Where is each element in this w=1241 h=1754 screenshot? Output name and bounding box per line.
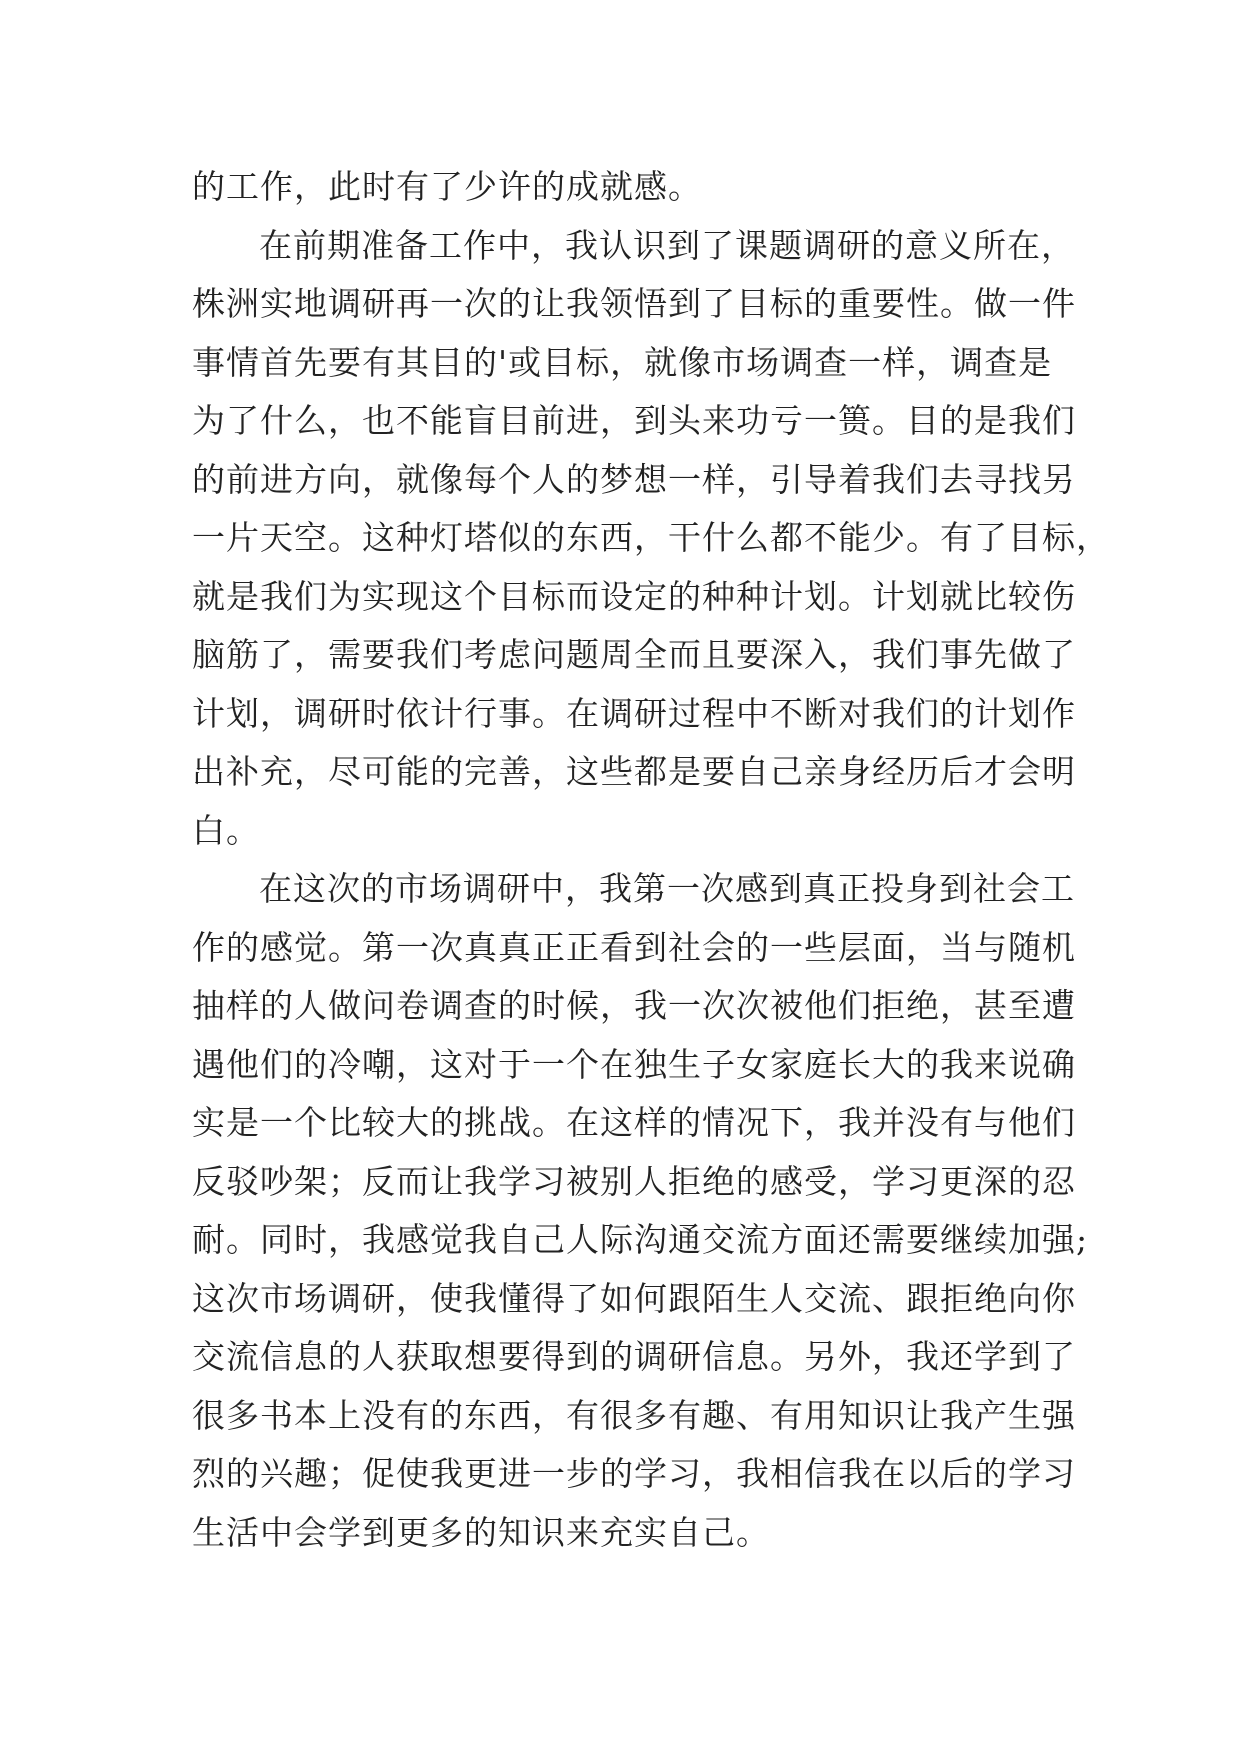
text-line: 脑筋了，需要我们考虑问题周全而且要深入，我们事先做了 (192, 635, 1076, 674)
text-line: 作的感觉。第一次真真正正看到社会的一些层面，当与随机 (192, 927, 1076, 967)
text-line: 交流信息的人获取想要得到的调研信息。另外，我还学到了 (192, 1337, 1076, 1376)
text-line: 一片天空。这种灯塔似的东西，干什么都不能少。有了目标， (192, 518, 1110, 557)
paragraph-1 (192, 158, 1082, 217)
text-line: 白。 (192, 810, 260, 850)
text-line: 在这次的市场调研中，我第一次感到真正投身到社会工 (259, 869, 1075, 908)
text-line: 就是我们为实现这个目标而设定的种种计划。计划就比较伤 (192, 576, 1076, 616)
text-line: 株洲实地调研再一次的让我领悟到了目标的重要性。做一件 (192, 284, 1076, 323)
text-line: 这次市场调研，使我懂得了如何跟陌生人交流、跟拒绝向你 (192, 1278, 1076, 1318)
text-line: 实是一个比较大的挑战。在这样的情况下，我并没有与他们 (192, 1103, 1076, 1142)
paragraph-3 (192, 860, 1089, 1562)
paragraph-2 (192, 217, 1110, 861)
document-body (192, 158, 1110, 1562)
text-line: 事情首先要有其目的'或目标，就像市场调查一样，调查是 (192, 342, 1053, 382)
text-line: 的前进方向，就像每个人的梦想一样，引导着我们去寻找另 (192, 459, 1076, 499)
text-line: 生活中会学到更多的知识来充实自己。 (192, 1512, 770, 1552)
text-line: 烈的兴趣；促使我更进一步的学习，我相信我在以后的学习 (192, 1454, 1076, 1493)
text-line: 为了什么，也不能盲目前进，到头来功亏一篑。目的是我们 (192, 401, 1076, 440)
text-line: 很多书本上没有的东西，有很多有趣、有用知识让我产生强 (192, 1395, 1076, 1435)
text-line: 抽样的人做问卷调查的时候，我一次次被他们拒绝，甚至遭 (192, 986, 1076, 1025)
text-line: 出补充，尽可能的完善，这些都是要自己亲身经历后才会明 (192, 752, 1076, 791)
text-line: 计划，调研时依计行事。在调研过程中不断对我们的计划作 (192, 693, 1076, 733)
text-line: 遇他们的冷嘲，这对于一个在独生子女家庭长大的我来说确 (192, 1044, 1076, 1084)
text-line: 的工作，此时有了少许的成就感。 (192, 167, 702, 206)
text-line: 耐。同时，我感觉我自己人际沟通交流方面还需要继续加强; (192, 1220, 1089, 1259)
text-line: 反驳吵架；反而让我学习被别人拒绝的感受，学习更深的忍 (192, 1161, 1076, 1201)
text-line: 在前期准备工作中，我认识到了课题调研的意义所在， (259, 225, 1075, 265)
